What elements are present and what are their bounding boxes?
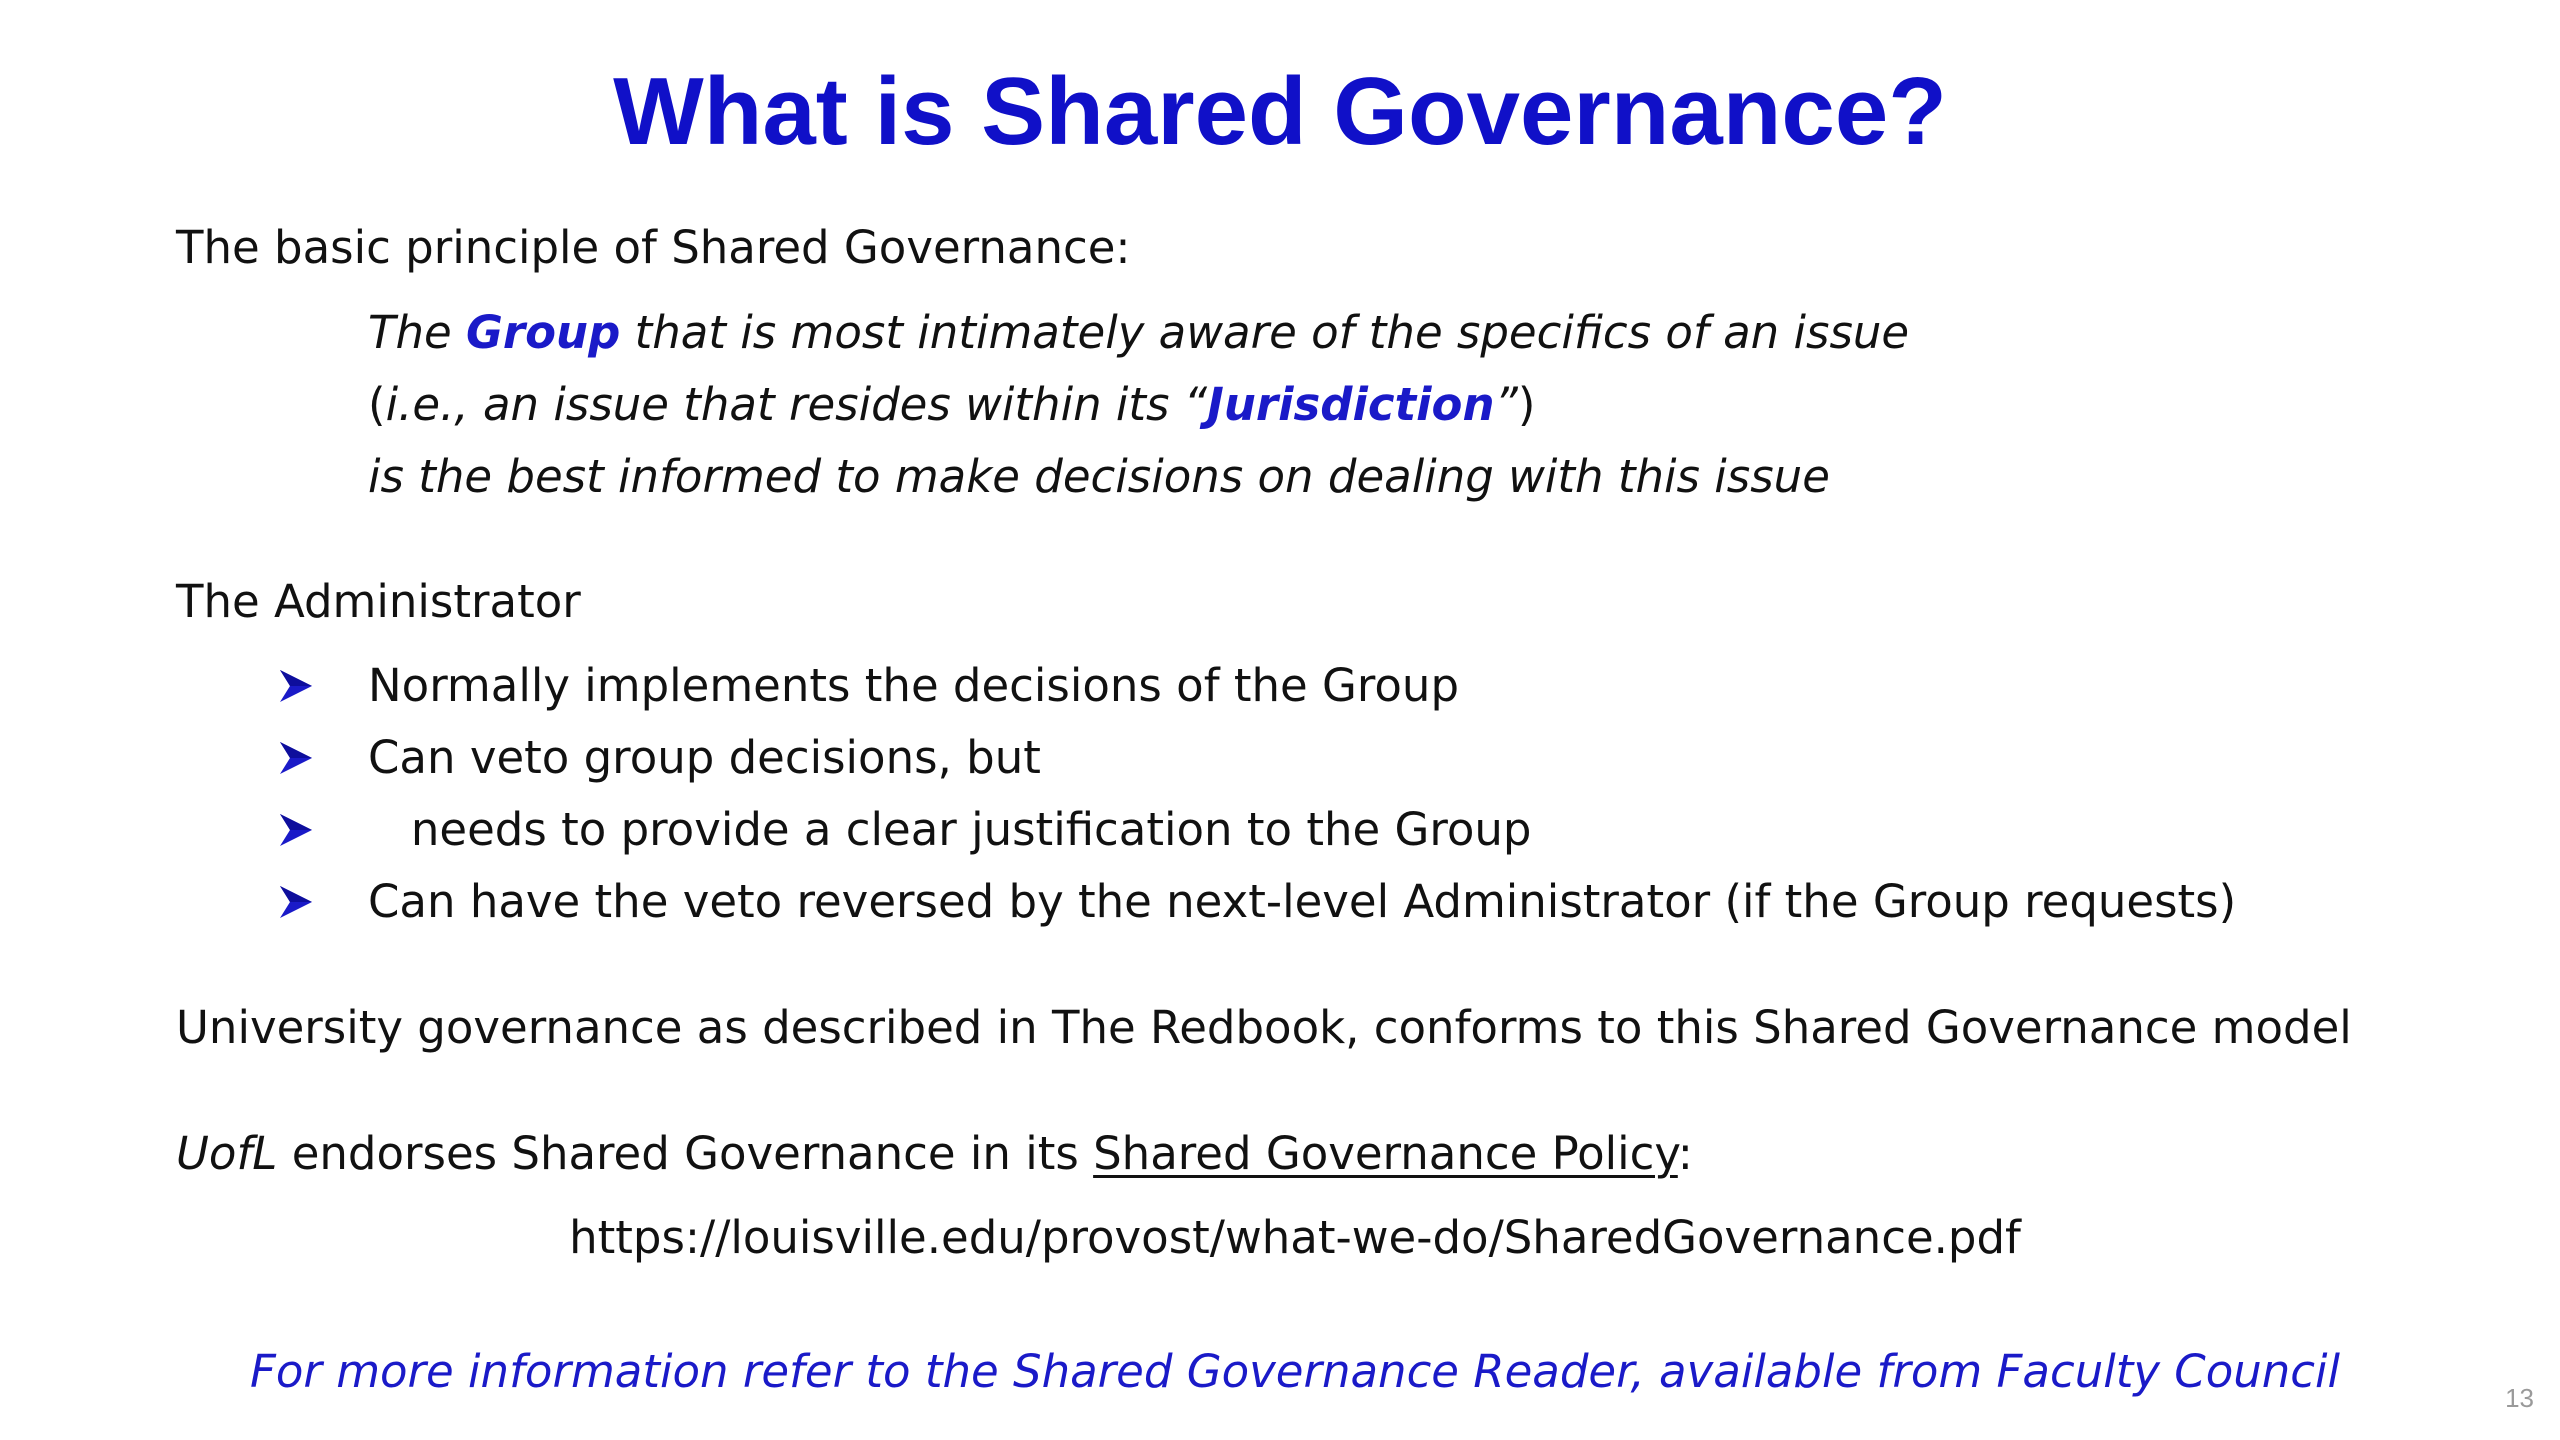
principle-quote-line-1 [368, 303, 1909, 363]
policy-link[interactable]: Shared Governance Policy [1093, 1127, 1678, 1180]
principle-intro: The basic principle of Shared Governance: [176, 221, 1131, 274]
group-term: Group [466, 306, 621, 359]
policy-colon: : [1677, 1127, 1693, 1180]
quote-text: that is most intimately aware of the specifics of an issue [620, 306, 1910, 359]
quote-close: ” [1494, 378, 1518, 431]
administrator-heading: The Administrator [176, 575, 581, 628]
arrow-bullet-icon [276, 882, 316, 922]
administrator-bullet-4: Can have the veto reversed by the next-level Administrator (if the Group requests) [368, 875, 2237, 928]
redbook-statement: University governance as described in The Redbook, conforms to this Shared Governance model [176, 1001, 2352, 1054]
arrow-bullet-icon [276, 810, 316, 850]
slide-title: What is Shared Governance? [613, 58, 1947, 165]
principle-quote-line-3: is the best informed to make decisions on dealing with this issue [368, 450, 1830, 503]
slide-number: 13 [2505, 1383, 2534, 1413]
uofl-name: UofL [176, 1127, 278, 1180]
policy-statement [176, 1124, 1693, 1184]
principle-quote-line-2 [368, 375, 1535, 435]
quote-text: i.e., an issue that resides within its “ [385, 378, 1208, 431]
quote-text: The [368, 306, 466, 359]
policy-url[interactable]: https://louisville.edu/provost/what-we-do/SharedGovernance.pdf [569, 1211, 2021, 1264]
administrator-bullet-1: Normally implements the decisions of the Group [368, 659, 1460, 712]
footer-note: For more information refer to the Shared Governance Reader, available from Faculty Council [249, 1345, 2341, 1398]
administrator-bullet-3: needs to provide a clear justification to the Group [368, 803, 1532, 856]
paren-open: ( [368, 378, 386, 431]
arrow-bullet-icon [276, 666, 316, 706]
paren-close: ) [1517, 378, 1536, 431]
arrow-bullet-icon [276, 738, 316, 778]
policy-text: endorses Shared Governance in its [277, 1127, 1094, 1180]
administrator-bullet-2: Can veto group decisions, but [368, 731, 1041, 784]
jurisdiction-term: Jurisdiction [1207, 378, 1495, 431]
